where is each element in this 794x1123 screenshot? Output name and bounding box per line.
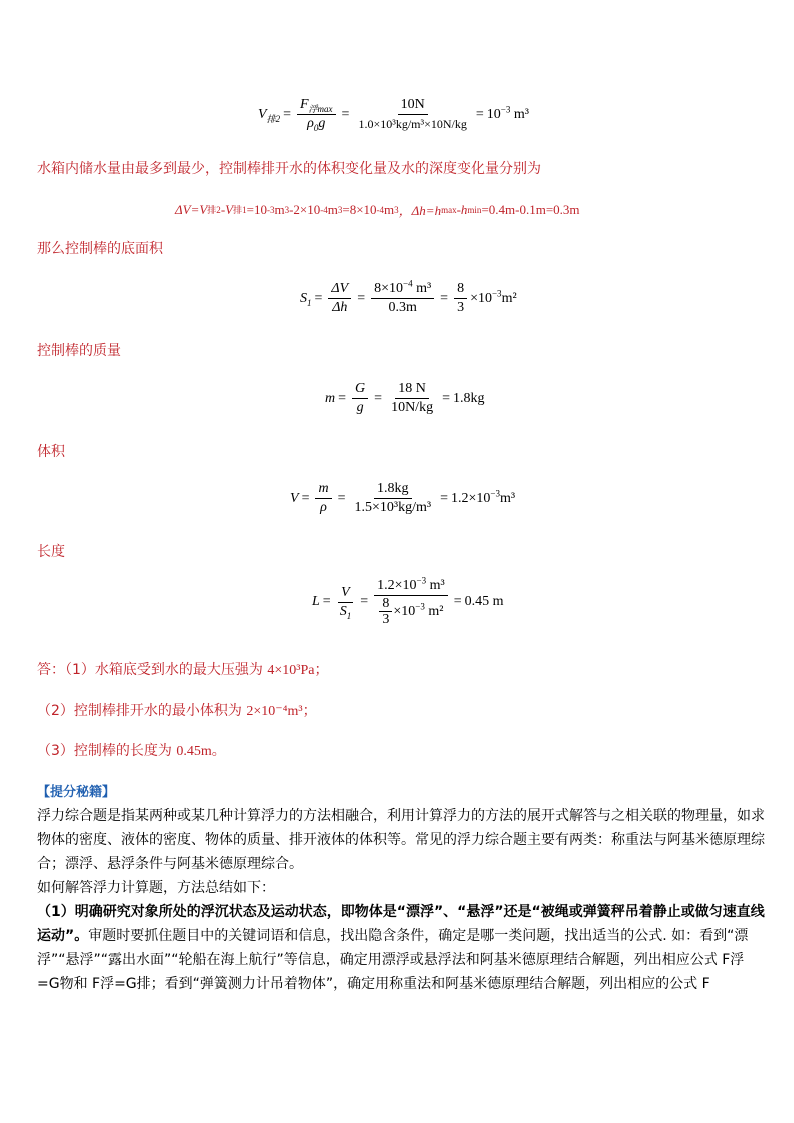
answer-1: 答：（1）水箱底受到水的最大压强为 4×10³Pa；	[37, 662, 329, 678]
fraction: $\frac{F_{浮max}}{\rho_0g}$	[297, 97, 336, 132]
text-paragraph: 水箱内储水量由最多到最少，控制棒排开水的体积变化量及水的深度变化量分别为	[37, 161, 541, 177]
formula-length: L = $\frac{V}{S_1}$ = $1.2\times 10^{-3}$ m³ $\frac{8}{3}$ $\times 10^{-3}$ m² = 0.45 m	[312, 575, 504, 627]
tips-paragraph: 浮力综合题是指某两种或某几种计算浮力的方法相融合，利用计算浮力的方法的展开式解答与之相关联的物理量，如求物体的密度、液体的密度、物体的质量、排开液体的体积等。常见的浮力综合题主要有两类：称重法与阿基米德原理综合；漂浮、悬浮条件与阿基米德原理综合。	[37, 808, 765, 872]
formula-volume: V = $\frac{m}{\rho}$ = $\frac{1.8kg}{\text{1.5×10³kg/m³}}$ = $1.2\times 10^{-3}m^3$	[290, 481, 516, 515]
answer-2: （2）控制棒排开水的最小体积为 2×10⁻⁴m³；	[37, 703, 317, 719]
tips-rest-text: 审题时要抓住题目中的关键词语和信息，找出隐含条件，确定是哪一类问题，找出适当的公式. 如：看到“漂浮”“悬浮”“露出水面”“轮船在海上航行”等信息，确定用漂浮或悬浮法和阿基米德原理结合解题，列出相应公式 F浮=G物和 F浮=G排；看到“弹簧测力计吊着物体”，确定用称重法和阿基米德原理结合解题，列出相应的公式 F	[37, 928, 749, 992]
text-paragraph: 长度	[37, 544, 65, 560]
formula-lhs: $V_{排2}$	[258, 106, 281, 124]
fraction: $\frac{10N}{\text{1.0×10³kg/m³×10N/kg}}$	[358, 97, 467, 131]
tips-paragraph	[37, 900, 765, 996]
tips-heading: 【提分秘籍】	[37, 785, 116, 800]
text-paragraph: 体积	[37, 444, 65, 460]
text-paragraph: 那么控制棒的底面积	[37, 241, 163, 257]
text-paragraph: 控制棒的质量	[37, 343, 121, 359]
formula-area: $S_1$ = $\frac{\Delta V}{\Delta h}$ = $\frac{8\times 10^{-4} m^3}{0.3m}$ = $\frac{8}{3}$ $\times 10^{-3}m^2$	[300, 278, 517, 315]
formula-delta: ΔV=V 排2 -V 排1 =10 -3 m 3 -2×10 -4 m 3 =8×10 -4 m 3 ，Δh=h max -h min =0.4m-0.1m=0.3m	[175, 201, 580, 218]
formula-v-pai2: $V_{排2}$ = $\frac{F_{浮max}}{\rho_0g}$ = $\frac{10N}{\text{1.0×10³kg/m³×10N/kg}}$ = $10^{-3}$ m³	[258, 97, 529, 133]
formula-mass: m = $\frac{G}{g}$ = $\frac{18 N}{10N/kg}$ = 1.8kg	[325, 381, 485, 415]
answer-3: （3）控制棒的长度为 0.45m。	[37, 743, 226, 759]
tips-paragraph: 如何解答浮力计算题，方法总结如下：	[37, 880, 275, 896]
tips-bold-text: （1）明确研究对象所处的浮沉状态及运动状态，即物体是“漂浮”、“悬浮”还是“被绳或弹簧秤吊着静止或做匀速直线运动”。	[37, 904, 765, 944]
formula-result: $10^{-3}$ m³	[486, 103, 529, 122]
